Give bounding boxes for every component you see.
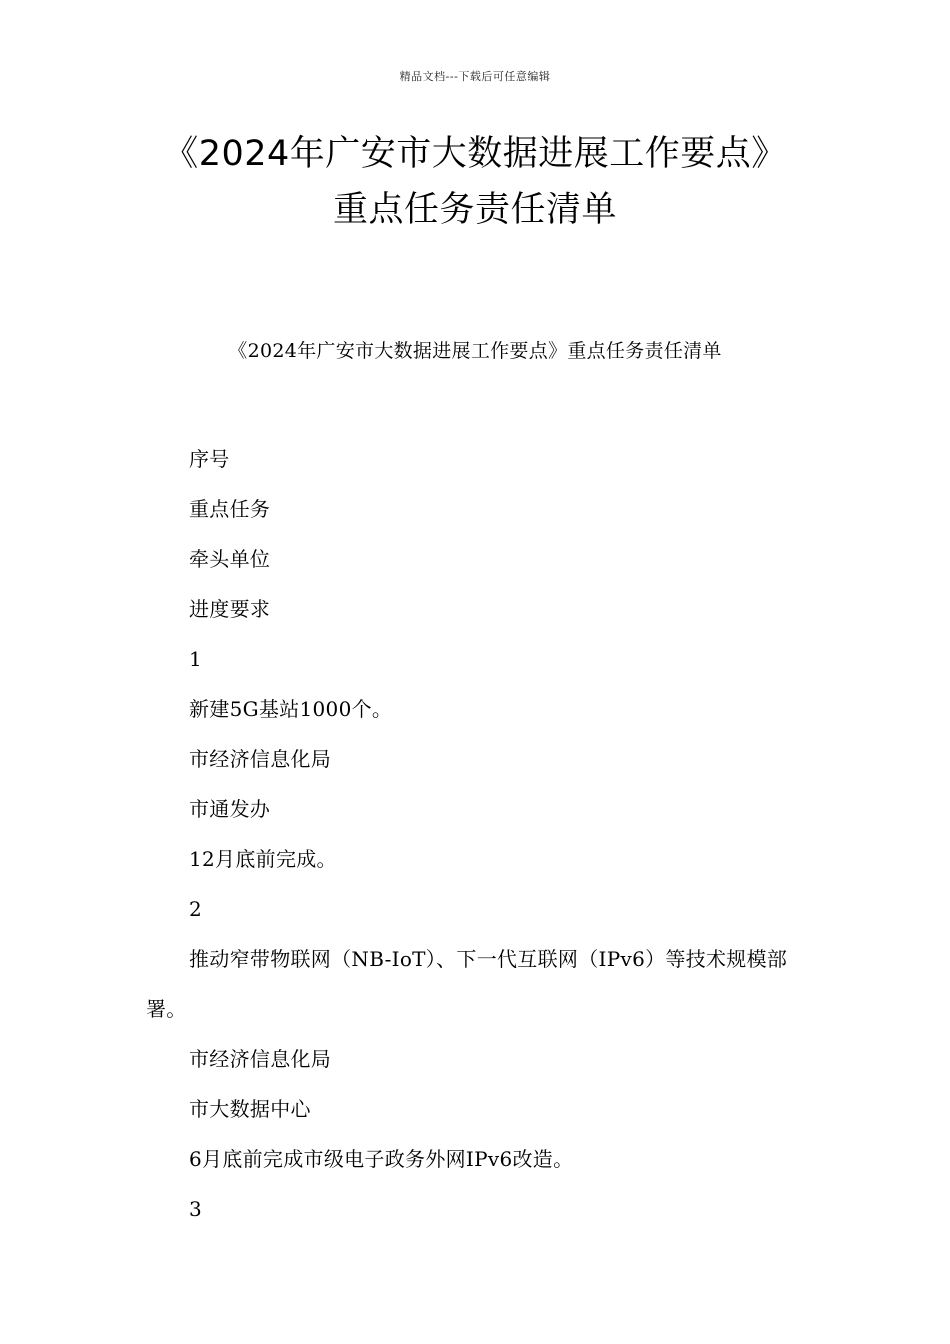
paragraph: 进度要求 [189, 597, 271, 621]
paragraph: 1 [189, 647, 203, 671]
paragraph: 重点任务 [189, 497, 271, 521]
paragraph: 市通发办 [189, 797, 271, 821]
paragraph: 市经济信息化局 [189, 1047, 332, 1071]
document-subtitle: 《2024年广安市大数据进展工作要点》重点任务责任清单 [228, 340, 722, 362]
document-body [146, 434, 808, 1234]
paragraph: 市大数据中心 [189, 1097, 311, 1121]
paragraph: 序号 [189, 447, 230, 471]
paragraph: 新建5G基站1000个。 [189, 697, 393, 721]
paragraph: 推动窄带物联网（NB-IoT）、下一代互联网（IPv6）等技术规模部署。 [146, 947, 788, 1021]
paragraph: 6月底前完成市级电子政务外网IPv6改造。 [189, 1147, 574, 1171]
paragraph: 12月底前完成。 [189, 847, 337, 871]
page-header-note: 精品文档---下载后可任意编辑 [399, 70, 551, 83]
document-title [0, 126, 950, 238]
title-line-2: 重点任务责任清单 [332, 190, 617, 230]
paragraph: 牵头单位 [189, 547, 271, 571]
paragraph: 市经济信息化局 [189, 747, 332, 771]
title-line-1: 《2024年广安市大数据进展工作要点》 [163, 134, 787, 174]
paragraph: 3 [189, 1197, 203, 1221]
paragraph: 2 [189, 897, 203, 921]
